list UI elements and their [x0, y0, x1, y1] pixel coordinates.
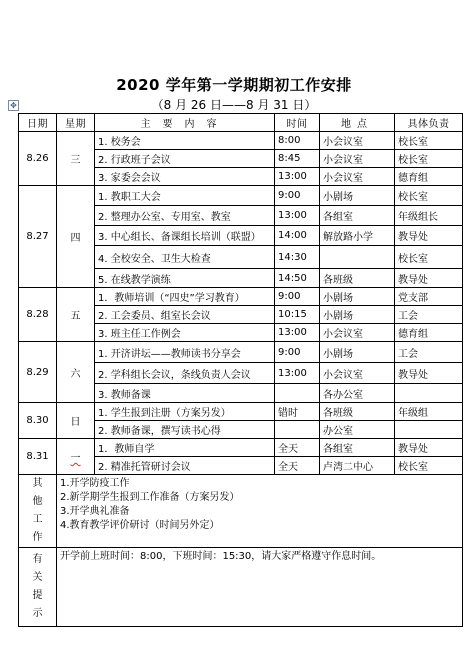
owner-cell: 校长室 — [395, 457, 463, 475]
time-cell: 9:00 — [275, 288, 320, 306]
content-cell: 3. 教师备课 — [95, 384, 275, 403]
owner-cell: 教导处 — [395, 363, 463, 384]
date-cell: 8.26 — [19, 132, 57, 186]
header-time: 时间 — [275, 114, 320, 132]
place-cell: 办公室 — [320, 421, 395, 439]
other-work-label — [19, 475, 57, 548]
other-work-item: 4.教育教学评价研讨（时间另外定） — [60, 520, 220, 531]
content-cell: 1. 开济讲坛——教师读书分享会 — [95, 342, 275, 363]
date-cell: 8.29 — [19, 342, 57, 403]
owner-cell: 教导处 — [395, 439, 463, 457]
header-owner: 具体负责 — [395, 114, 463, 132]
table-row — [19, 288, 463, 306]
other-work-list — [57, 475, 463, 548]
owner-cell: 党支部 — [395, 288, 463, 306]
owner-cell: 校长室 — [395, 246, 463, 269]
weekday-cell: 一 — [57, 439, 95, 475]
owner-cell: 工会 — [395, 342, 463, 363]
content-cell: 2. 工会委员、组室长会议 — [95, 306, 275, 324]
time-cell: 10:15 — [275, 306, 320, 324]
owner-cell: 德育组 — [395, 168, 463, 186]
content-cell: 4. 全校安全、卫生大检查 — [95, 246, 275, 269]
place-cell: 各办公室 — [320, 384, 395, 403]
page-subtitle: （8 月 26 日——8 月 31 日） — [151, 98, 317, 112]
time-cell: 13:00 — [275, 168, 320, 186]
content-cell: 5. 在线教学演练 — [95, 269, 275, 288]
weekday-cell: 日 — [57, 403, 95, 439]
place-cell: 小会议室 — [320, 150, 395, 168]
content-cell: 1．教师培训（“四史”学习教育） — [95, 288, 275, 306]
place-cell: 各组室 — [320, 206, 395, 226]
date-cell: 8.28 — [19, 288, 57, 342]
header-date: 日期 — [19, 114, 57, 132]
place-cell: 小剧场 — [320, 288, 395, 306]
content-cell: 2. 学科组长会议，条线负责人会议 — [95, 363, 275, 384]
owner-cell: 德育组 — [395, 324, 463, 342]
date-cell: 8.31 — [19, 439, 57, 475]
header-week: 星期 — [57, 114, 95, 132]
schedule-body — [19, 132, 463, 475]
place-cell — [320, 246, 395, 269]
page-title: 2020 学年第一学期期初工作安排 — [116, 76, 352, 94]
owner-cell — [395, 421, 463, 439]
table-row — [19, 439, 463, 457]
place-cell: 小剧场 — [320, 342, 395, 363]
date-cell: 8.30 — [19, 403, 57, 439]
place-cell: 小会议室 — [320, 168, 395, 186]
time-cell: 全天 — [275, 439, 320, 457]
other-work-item: 1.开学防疫工作 — [60, 478, 130, 489]
time-cell — [275, 421, 320, 439]
date-cell: 8.27 — [19, 186, 57, 288]
header-place: 地点 — [320, 114, 395, 132]
time-cell: 9:00 — [275, 342, 320, 363]
other-work-item: 2.新学期学生报到工作准备（方案另发） — [60, 492, 240, 503]
place-cell: 各组室 — [320, 439, 395, 457]
content-cell: 3. 中心组长、备课组长培训（联盟） — [95, 226, 275, 246]
schedule-table — [18, 113, 463, 627]
place-cell: 小会议室 — [320, 132, 395, 150]
weekday-cell: 四 — [57, 186, 95, 288]
place-cell: 各班级 — [320, 403, 395, 421]
place-cell: 各班级 — [320, 269, 395, 288]
table-row — [19, 342, 463, 363]
place-cell: 小剧场 — [320, 186, 395, 206]
vertical-label-text: 有 关 提 示 — [32, 554, 43, 619]
content-cell: 1. 教职工大会 — [95, 186, 275, 206]
owner-cell: 校长室 — [395, 150, 463, 168]
owner-cell: 工会 — [395, 306, 463, 324]
weekday-cell: 六 — [57, 342, 95, 403]
time-cell: 8:00 — [275, 132, 320, 150]
place-cell: 卢湾二中心 — [320, 457, 395, 475]
time-cell — [275, 384, 320, 403]
content-cell: 2. 整理办公室、专用室、教室 — [95, 206, 275, 226]
place-cell: 解放路小学 — [320, 226, 395, 246]
table-row — [19, 403, 463, 421]
place-cell: 小剧场 — [320, 306, 395, 324]
weekday-cell: 三 — [57, 132, 95, 186]
owner-cell: 教导处 — [395, 226, 463, 246]
content-cell: 2. 教师备课，撰写读书心得 — [95, 421, 275, 439]
time-cell: 9:00 — [275, 186, 320, 206]
content-cell: 1. 校务会 — [95, 132, 275, 150]
vertical-label-text: 其 他 工 作 — [32, 478, 43, 543]
reminder-text: 开学前上班时间：8:00，下班时间：15:30，请大家严格遵守作息时间。 — [57, 548, 463, 627]
time-cell: 错时 — [275, 403, 320, 421]
content-cell: 3. 班主任工作例会 — [95, 324, 275, 342]
owner-cell: 教导处 — [395, 269, 463, 288]
owner-cell: 校长室 — [395, 186, 463, 206]
content-cell: 2. 精准托管研讨会议 — [95, 457, 275, 475]
content-cell: 2. 行政班子会议 — [95, 150, 275, 168]
time-cell: 14:30 — [275, 246, 320, 269]
place-cell: 小会议室 — [320, 324, 395, 342]
content-cell: 1. 学生报到注册（方案另发） — [95, 403, 275, 421]
owner-cell: 校长室 — [395, 132, 463, 150]
header-content: 主要内容 — [95, 114, 275, 132]
owner-cell — [395, 384, 463, 403]
time-cell: 14:00 — [275, 226, 320, 246]
header-row — [19, 114, 463, 132]
time-cell: 全天 — [275, 457, 320, 475]
time-cell: 14:50 — [275, 269, 320, 288]
other-work-item: 3.开学典礼准备 — [60, 506, 130, 517]
table-row — [19, 132, 463, 150]
reminder-row — [19, 548, 463, 627]
time-cell: 13:00 — [275, 206, 320, 226]
other-work-row — [19, 475, 463, 548]
table-row — [19, 186, 463, 206]
owner-cell: 年级组长 — [395, 206, 463, 226]
time-cell: 13:00 — [275, 324, 320, 342]
content-cell: 1．教师自学 — [95, 439, 275, 457]
weekday-cell: 五 — [57, 288, 95, 342]
time-cell: 13:00 — [275, 363, 320, 384]
time-cell: 8:45 — [275, 150, 320, 168]
owner-cell: 年级组 — [395, 403, 463, 421]
table-move-handle-icon[interactable]: ✥ — [8, 100, 19, 111]
place-cell: 小会议室 — [320, 363, 395, 384]
reminder-label — [19, 548, 57, 627]
content-cell: 3. 家委会会议 — [95, 168, 275, 186]
